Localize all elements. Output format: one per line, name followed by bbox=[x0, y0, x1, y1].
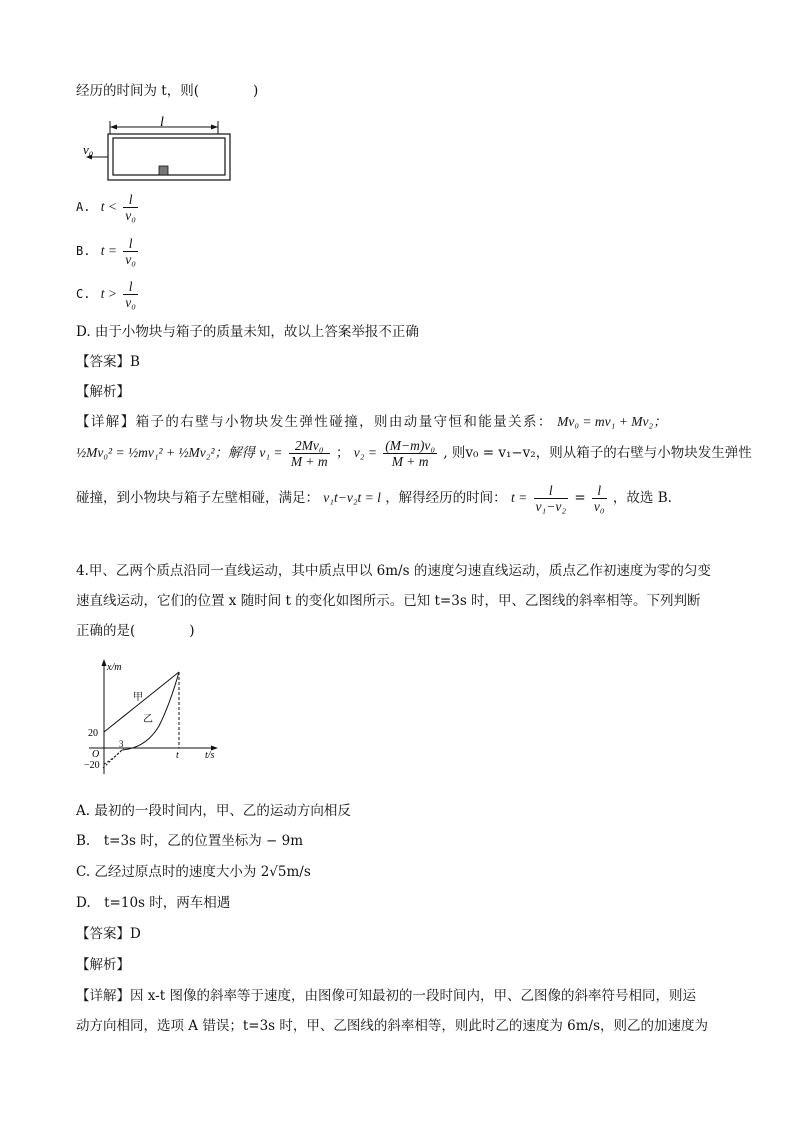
x-t-graph bbox=[84, 656, 224, 778]
tangent-dashed bbox=[103, 748, 124, 768]
q4-option-a: A. 最初的一段时间内，甲、乙的运动方向相反 bbox=[76, 803, 351, 819]
option-b: B. t = $\frac{l}{\text{v₀}}$ bbox=[76, 236, 136, 267]
q4-answer-label: 【答案】D bbox=[76, 926, 141, 942]
q4-stem-line-3: 正确的是( ) bbox=[76, 623, 195, 639]
option-a: A. t < $\frac{l}{\text{v₀}}$ bbox=[76, 192, 136, 223]
analysis-title: 【解析】 bbox=[76, 384, 130, 400]
v0-label: v₀ bbox=[83, 142, 94, 157]
origin-label: O bbox=[92, 749, 100, 760]
q4-detail-line-2: 动方向相同，选项 A 错误；t=3s 时，甲、乙图线的斜率相等，则此时乙的速度为 6m/s，则乙的加速度为 bbox=[76, 1018, 709, 1034]
y-axis-label: x/m bbox=[107, 662, 122, 673]
label-yi: 乙 bbox=[143, 714, 153, 725]
option-c: C. t > $\frac{l}{\text{v₀}}$ bbox=[76, 279, 136, 310]
option-d: D. 由于小物块与箱子的质量未知，故以上答案举报不正确 bbox=[76, 324, 419, 340]
dimension-l-label: l bbox=[160, 115, 164, 130]
answer-label: 【答案】B bbox=[76, 354, 140, 370]
q4-option-d: D. t=10s 时，两车相遇 bbox=[76, 895, 231, 911]
label-jia: 甲 bbox=[133, 692, 143, 703]
x-axis-label: t/s bbox=[205, 750, 215, 761]
box-diagram bbox=[82, 112, 232, 184]
small-block bbox=[159, 166, 168, 175]
tick-20: 20 bbox=[88, 728, 98, 739]
tick-3: 3 bbox=[119, 739, 124, 749]
detail-line-3: 碰撞，到小物块与箱子左壁相碰，满足： v₁t−v₂t = l ，解得经历的时间： t = $\frac{l}{\text{v₁−v₂}}$ = $\frac{l}{\text{v₀}}$ ，故选 B. bbox=[76, 483, 672, 514]
tick-neg20: −20 bbox=[84, 760, 100, 771]
detail-line-2: ½Mv₀² = ½mv₁² + ½Mv₂²；解得 v₁ = $\frac{\text{2Mv₀}}{M + m}$ ； v₂ = $\frac{\text{(M−m)v₀}}{M + m}$ , 则v₀ = v₁−v₂，则从箱子的右壁与小物块发生弹性 bbox=[76, 438, 752, 469]
q3-stem-tail: 经历的时间为 t，则( ) bbox=[76, 83, 259, 99]
q4-option-b: B. t=3s 时，乙的位置坐标为 − 9m bbox=[76, 833, 304, 849]
curve-yi-dashed bbox=[104, 750, 122, 764]
q4-stem-line-1: 4.甲、乙两个质点沿同一直线运动，其中质点甲以 6m/s 的速度匀速直线运动，质点乙作初速度为零的匀变 bbox=[76, 563, 711, 579]
detail-line-1: 【详解】箱子的右壁与小物块发生弹性碰撞，则由动量守恒和能量关系： Mv₀ = mv₁ + Mv₂； bbox=[76, 414, 667, 430]
q4-option-c: C. 乙经过原点时的速度大小为 2√5m/s bbox=[76, 864, 311, 880]
q4-analysis-title: 【解析】 bbox=[76, 957, 130, 973]
q4-stem-line-2: 速直线运动，它们的位置 x 随时间 t 的变化如图所示。已知 t=3s 时，甲、乙图线的斜率相等。下列判断 bbox=[76, 593, 701, 609]
tick-t: t bbox=[176, 750, 179, 761]
q4-detail-line-1: 【详解】因 x-t 图像的斜率等于速度，由图像可知最初的一段时间内，甲、乙图像的斜率符号相同，则运 bbox=[76, 988, 696, 1004]
